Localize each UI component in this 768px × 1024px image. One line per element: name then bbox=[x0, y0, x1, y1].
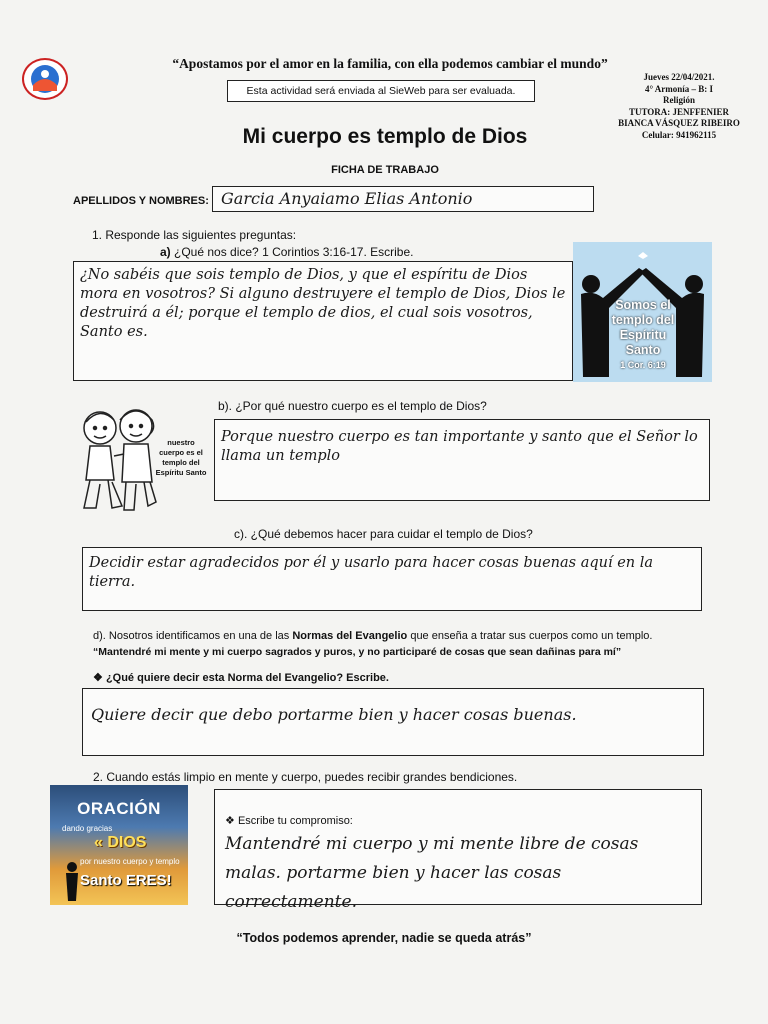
question-a-prefix: a) bbox=[160, 245, 171, 259]
page-subtitle: FICHA DE TRABAJO bbox=[331, 164, 439, 176]
oracion-image bbox=[50, 785, 188, 905]
student-name-field[interactable] bbox=[212, 186, 594, 212]
commitment-prompt bbox=[225, 814, 353, 827]
question-d-text-b: que enseña a tratar sus cuerpos como un templo. bbox=[407, 630, 653, 642]
answer-a-text: ¿No sabéis que sois templo de Dios, y que el espíritu de Dios mora en vosotros? Si alguno destruyere el templo de Dios, Dios le destruirá a él; porque el templo de dios, el cual sois vosotros, Santo es. bbox=[80, 267, 566, 340]
praying-figure-icon bbox=[62, 861, 82, 901]
answer-b-text: Porque nuestro cuerpo es tan importante y santo que el Señor lo llama un templo bbox=[221, 429, 698, 464]
commitment-answer: Mantendré mi cuerpo y mi mente libre de cosas malas. portarme bien y hacer las cosas correctamente. bbox=[225, 834, 639, 912]
logo-emblem-icon bbox=[27, 63, 63, 95]
diamond-bullet-icon: ❖ bbox=[225, 815, 235, 827]
question-d-text-a: d). Nosotros identificamos en una de las bbox=[93, 630, 293, 642]
question-d bbox=[93, 671, 389, 684]
question-a bbox=[160, 245, 413, 259]
espiritu-santo-reference: 1 Cor. 6:19 bbox=[620, 360, 666, 370]
info-line: Religión bbox=[662, 95, 695, 105]
espiritu-santo-caption: Somos el templo del Espíritu Santo bbox=[611, 298, 675, 357]
evaluation-notice: Esta actividad será enviada al SieWeb para ser evaluada. bbox=[227, 80, 535, 102]
question-1-intro: 1. Responde las siguientes preguntas: bbox=[92, 228, 297, 242]
info-line: BIANCA VÁSQUEZ RIBEIRO bbox=[618, 118, 740, 128]
question-d-statement bbox=[93, 630, 652, 642]
children-drawing-icon bbox=[68, 398, 168, 518]
student-name-label: APELLIDOS Y NOMBRES: bbox=[73, 195, 209, 207]
kids-illustration-caption: nuestro cuerpo es el templo del Espíritu Santo bbox=[155, 438, 207, 477]
answer-d-box[interactable] bbox=[82, 688, 704, 756]
question-c: c). ¿Qué debemos hacer para cuidar el templo de Dios? bbox=[234, 527, 533, 541]
question-a-text: ¿Qué nos dice? 1 Corintios 3:16-17. Escribe. bbox=[174, 245, 414, 259]
kids-illustration bbox=[68, 398, 168, 518]
espiritu-santo-image bbox=[573, 242, 712, 382]
oracion-eres: Santo ERES! bbox=[80, 872, 172, 889]
class-info bbox=[604, 72, 754, 141]
gospel-norm-quote: “Mantendré mi mente y mi cuerpo sagrados y puros, y no participaré de cosas que sean dañinas para mí” bbox=[93, 646, 622, 658]
question-d-bold: Normas del Evangelio bbox=[292, 630, 408, 642]
answer-c-box[interactable] bbox=[82, 547, 702, 611]
info-line: Jueves 22/04/2021. bbox=[643, 72, 715, 82]
question-d-text: ¿Qué quiere decir esta Norma del Evangelio? Escribe. bbox=[105, 672, 389, 684]
answer-b-box[interactable] bbox=[214, 419, 710, 501]
answer-a-box[interactable] bbox=[73, 261, 573, 381]
oracion-line-2: por nuestro cuerpo y templo bbox=[80, 857, 180, 866]
answer-d-text: Quiere decir que debo portarme bien y hacer cosas buenas. bbox=[91, 705, 577, 724]
commitment-prompt-text: Escribe tu compromiso: bbox=[237, 815, 353, 827]
answer-c-text: Decidir estar agradecidos por él y usarlo para hacer cosas buenas aquí en la tierra. bbox=[89, 555, 654, 590]
oracion-line-1: dando gracias bbox=[62, 824, 113, 833]
info-line: 4° Armonía – B: I bbox=[644, 83, 714, 94]
oracion-title: ORACIÓN bbox=[77, 799, 161, 818]
student-name-value: Garcia Anyaiamo Elias Antonio bbox=[221, 189, 473, 208]
closing-quote: “Todos podemos aprender, nadie se queda atrás” bbox=[236, 931, 532, 945]
info-line: TUTORA: JENFFENIER bbox=[628, 106, 730, 117]
motto: “Apostamos por el amor en la familia, con ella podemos cambiar el mundo” bbox=[172, 56, 608, 71]
diamond-bullet-icon: ❖ bbox=[93, 672, 103, 684]
info-line: Celular: 941962115 bbox=[641, 129, 717, 140]
commitment-box[interactable] bbox=[214, 789, 702, 912]
school-logo bbox=[22, 58, 68, 100]
question-b: b). ¿Por qué nuestro cuerpo es el templo de Dios? bbox=[218, 399, 487, 413]
oracion-dios: « DIOS bbox=[94, 834, 147, 851]
page-title: Mi cuerpo es templo de Dios bbox=[242, 125, 528, 148]
question-2-intro: 2. Cuando estás limpio en mente y cuerpo, puedes recibir grandes bendiciones. bbox=[93, 770, 518, 784]
